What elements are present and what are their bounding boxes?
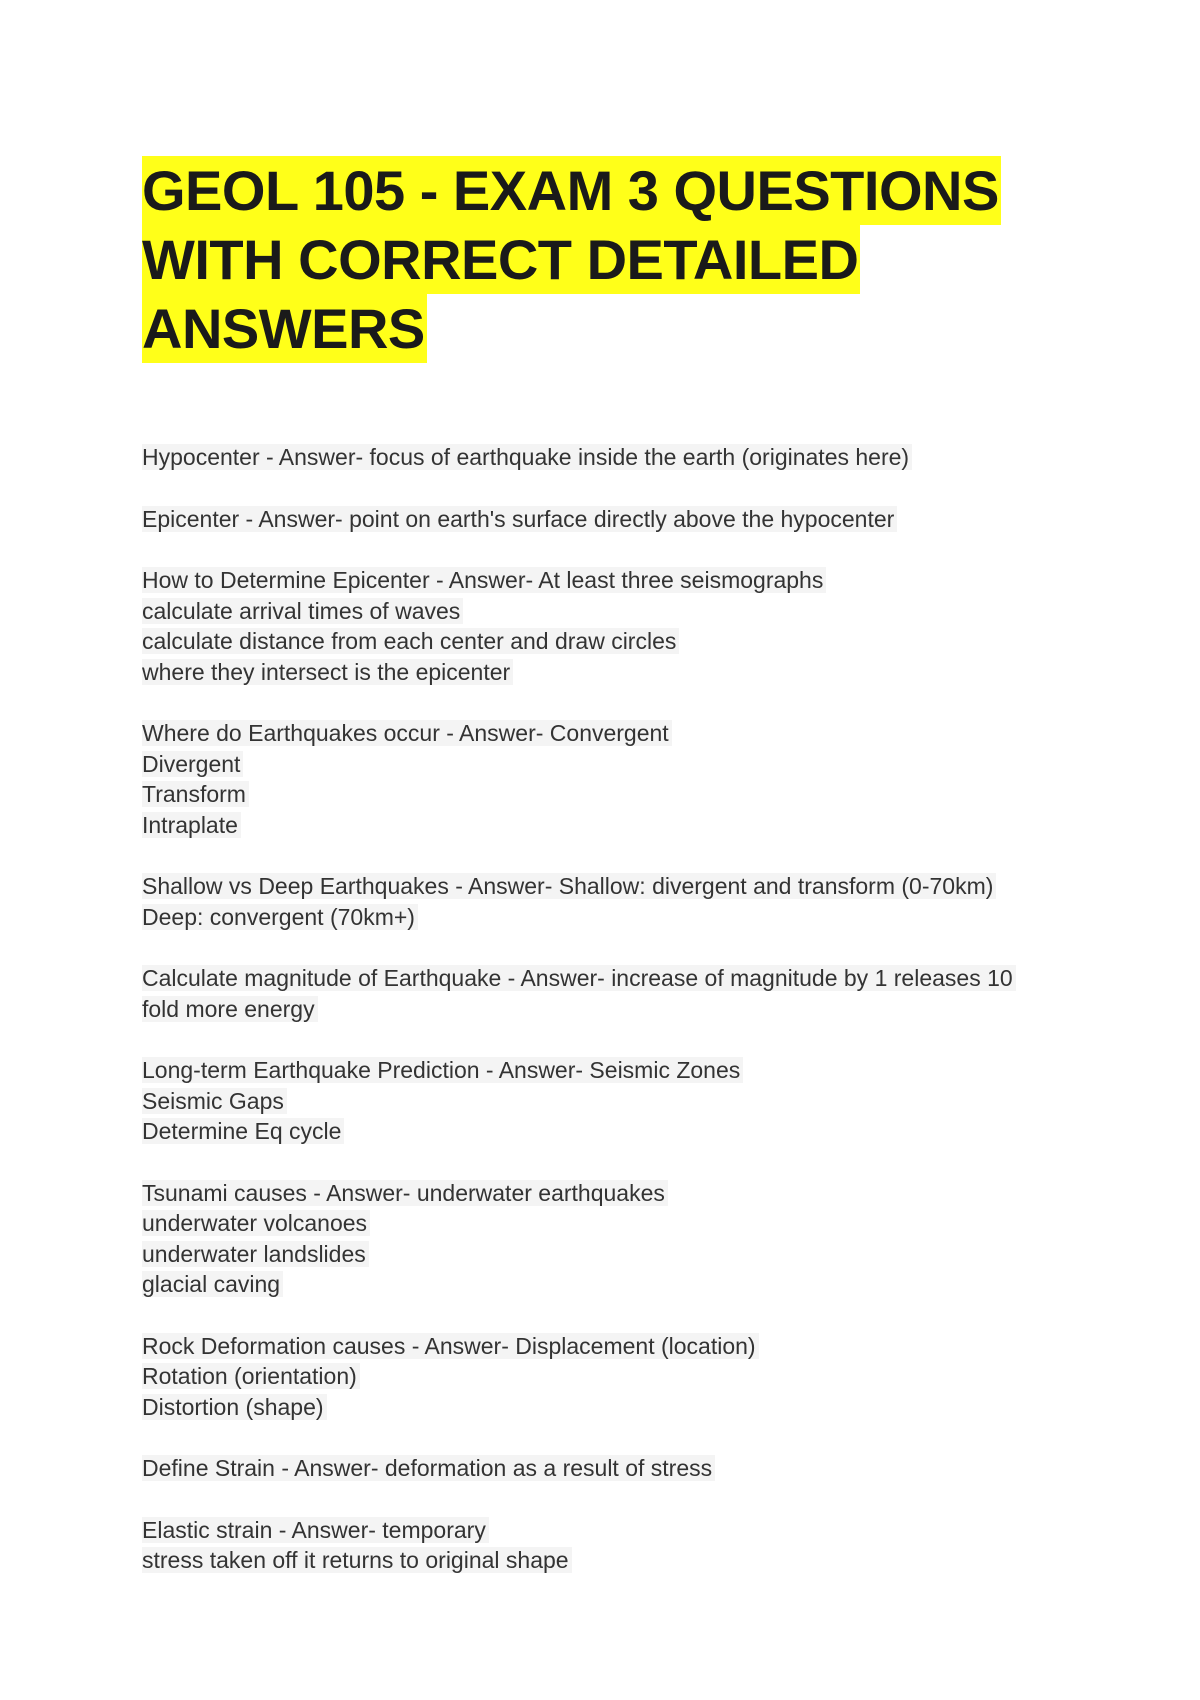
title-line-text: WITH CORRECT DETAILED xyxy=(142,225,860,294)
qa-line-text: Hypocenter - Answer- focus of earthquake inside the earth (originates here) xyxy=(142,444,912,470)
qa-line xyxy=(142,1116,1102,1147)
title-line xyxy=(142,294,1042,363)
qa-line xyxy=(142,963,1102,994)
qa-line xyxy=(142,1269,1102,1300)
qa-line xyxy=(142,749,1102,780)
qa-line xyxy=(142,810,1102,841)
qa-entry-where-earthquakes-occur xyxy=(142,718,1102,840)
qa-line-text: where they intersect is the epicenter xyxy=(142,659,513,685)
qa-line-text: Determine Eq cycle xyxy=(142,1118,344,1144)
qa-line xyxy=(142,1331,1102,1362)
qa-line-text: Elastic strain - Answer- temporary xyxy=(142,1517,489,1543)
qa-line xyxy=(142,1515,1102,1546)
qa-line xyxy=(142,1361,1102,1392)
title-line-text: GEOL 105 - EXAM 3 QUESTIONS xyxy=(142,156,1001,225)
qa-line-text: Tsunami causes - Answer- underwater earthquakes xyxy=(142,1180,668,1206)
qa-line-text: Divergent xyxy=(142,751,243,777)
qa-line-text: Define Strain - Answer- deformation as a result of stress xyxy=(142,1455,715,1481)
qa-line xyxy=(142,1239,1102,1270)
title-line xyxy=(142,225,1042,294)
qa-entry-shallow-vs-deep xyxy=(142,871,1102,932)
qa-entry-rock-deformation xyxy=(142,1331,1102,1423)
qa-line-text: How to Determine Epicenter - Answer- At least three seismographs xyxy=(142,567,826,593)
qa-entry-calculate-magnitude xyxy=(142,963,1102,1024)
qa-line xyxy=(142,994,1102,1025)
qa-list xyxy=(142,442,1102,1607)
qa-line-text: Rock Deformation causes - Answer- Displacement (location) xyxy=(142,1333,759,1359)
qa-line-text: Calculate magnitude of Earthquake - Answer- increase of magnitude by 1 releases 10 xyxy=(142,965,1016,991)
qa-entry-epicenter xyxy=(142,504,1102,535)
qa-line xyxy=(142,565,1102,596)
qa-line-text: underwater volcanoes xyxy=(142,1210,370,1236)
qa-line-text: Intraplate xyxy=(142,812,241,838)
qa-line-text: underwater landslides xyxy=(142,1241,369,1267)
qa-line-text: calculate distance from each center and draw circles xyxy=(142,628,679,654)
qa-line xyxy=(142,442,1102,473)
qa-entry-long-term-prediction xyxy=(142,1055,1102,1147)
qa-line xyxy=(142,504,1102,535)
qa-line-text: Seismic Gaps xyxy=(142,1088,287,1114)
qa-line-text: Epicenter - Answer- point on earth's surface directly above the hypocenter xyxy=(142,506,897,532)
qa-line-text: fold more energy xyxy=(142,996,318,1022)
qa-line xyxy=(142,596,1102,627)
title-line xyxy=(142,156,1042,225)
qa-line-text: stress taken off it returns to original shape xyxy=(142,1547,572,1573)
qa-line-text: Distortion (shape) xyxy=(142,1394,327,1420)
qa-line-text: Rotation (orientation) xyxy=(142,1363,360,1389)
qa-line xyxy=(142,871,1102,902)
qa-line xyxy=(142,1453,1102,1484)
qa-line-text: calculate arrival times of waves xyxy=(142,598,463,624)
qa-entry-tsunami-causes xyxy=(142,1178,1102,1300)
qa-line xyxy=(142,1392,1102,1423)
qa-line-text: Shallow vs Deep Earthquakes - Answer- Shallow: divergent and transform (0-70km) xyxy=(142,873,996,899)
qa-line xyxy=(142,718,1102,749)
qa-line-text: Long-term Earthquake Prediction - Answer- Seismic Zones xyxy=(142,1057,743,1083)
qa-entry-define-strain xyxy=(142,1453,1102,1484)
qa-line xyxy=(142,1208,1102,1239)
qa-line-text: Transform xyxy=(142,781,249,807)
qa-line-text: Deep: convergent (70km+) xyxy=(142,904,418,930)
qa-line xyxy=(142,779,1102,810)
qa-entry-elastic-strain xyxy=(142,1515,1102,1576)
qa-entry-determine-epicenter xyxy=(142,565,1102,687)
qa-line xyxy=(142,626,1102,657)
qa-line xyxy=(142,657,1102,688)
page-title xyxy=(142,156,1042,363)
qa-line xyxy=(142,1055,1102,1086)
qa-entry-hypocenter xyxy=(142,442,1102,473)
qa-line-text: glacial caving xyxy=(142,1271,283,1297)
qa-line xyxy=(142,1178,1102,1209)
qa-line xyxy=(142,902,1102,933)
title-line-text: ANSWERS xyxy=(142,294,427,363)
qa-line xyxy=(142,1545,1102,1576)
qa-line-text: Where do Earthquakes occur - Answer- Convergent xyxy=(142,720,672,746)
qa-line xyxy=(142,1086,1102,1117)
